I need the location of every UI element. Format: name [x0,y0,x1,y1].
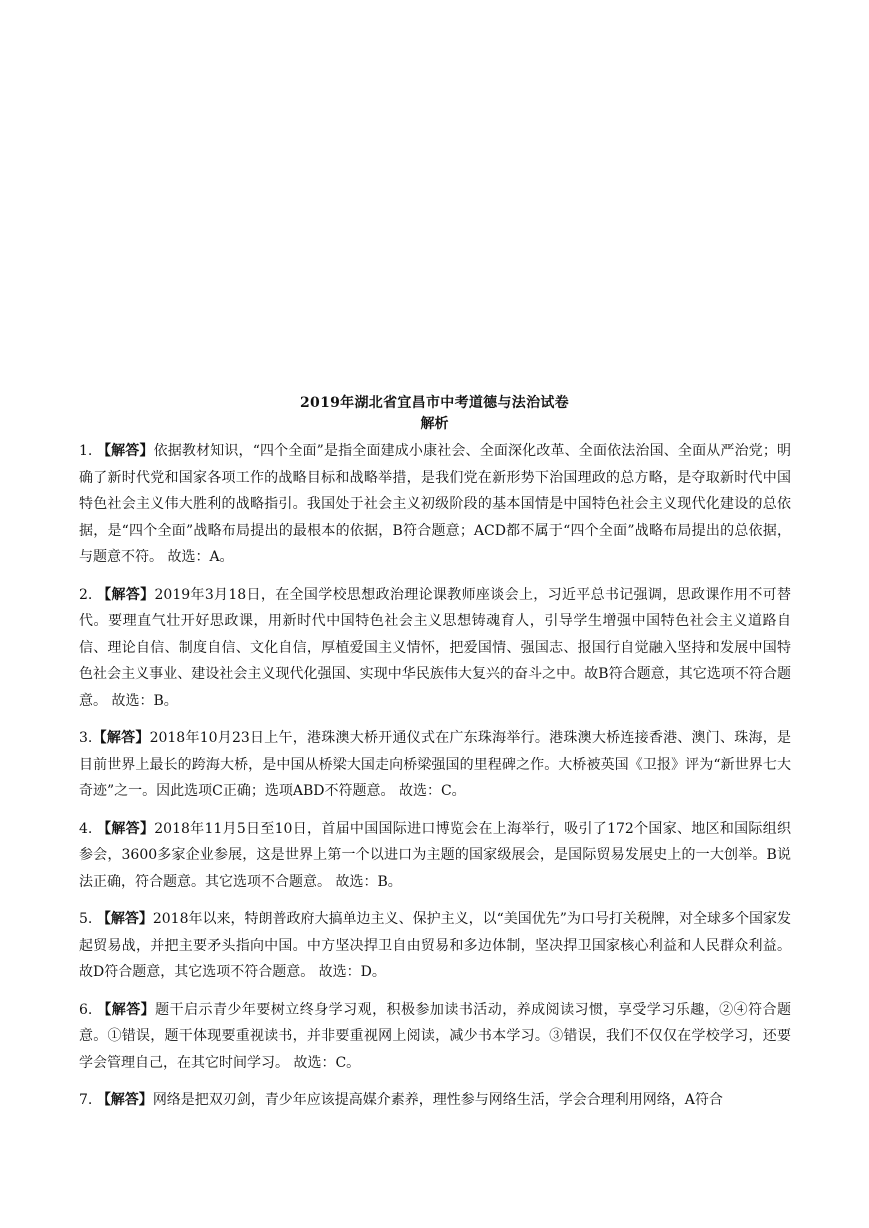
answer-text: 题干启示青少年要树立终身学习观，积极参加读书活动，养成阅读习惯，享受学习乐趣，②④符合题意。①错误，题干体现要重视读书，并非要重视网上阅读，减少书本学习。③错误，我们不仅仅在学校学习，还要学会管理自己，在其它时间学习。 故选：C。 [79,1001,792,1071]
answer-tag: 【解答】 [97,1001,156,1018]
answer-number: 6. [79,1001,93,1018]
answer-number: 7. [79,1092,93,1108]
answer-item-2 [79,582,791,715]
answer-number: 5. [79,911,93,927]
document-subtitle: 解析 [420,416,449,432]
answer-text: 2018年10月23日上午，港珠澳大桥开通仪式在广东珠海举行。港珠澳大桥连接香港、澳门、珠海，是目前世界上最长的跨海大桥，是中国从桥梁大国走向桥梁强国的里程碑之作。大桥被英国《卫报》评为“新世界七大奇迹”之一。因此选项C正确；选项ABD不符题意。 故选：C。 [79,730,791,799]
answer-tag: 【解答】 [97,586,155,603]
answer-tag: 【解答】 [92,730,150,746]
answer-text: 2019年3月18日，在全国学校思想政治理论课教师座谈会上，习近平总书记强调，思政课作用不可替代。要理直气壮开好思政课，用新时代中国特色社会主义思想铸魂育人，引导学生增强中国特色社会主义道路自信、理论自信、制度自信、文化自信，厚植爱国主义情怀，把爱国情、强国志、报国行自觉融入坚持和发展中国特色社会主义事业、建设社会主义现代化强国、实现中华民族伟大复兴的奋斗之中。故B符合题意，其它选项不符合题意。 故选：B。 [79,586,792,709]
answer-text: 2018年以来，特朗普政府大搞单边主义、保护主义，以“美国优先”为口号打关税牌，对全球多个国家发起贸易战，并把主要矛头指向中国。中方坚决捍卫自由贸易和多边体制，坚决捍卫国家核心利益和人民群众利益。故D符合题意，其它选项不符合题意。 故选：D。 [79,911,792,980]
answer-tag: 【解答】 [96,443,154,459]
answer-list [79,438,791,1125]
answer-tag: 【解答】 [96,911,153,927]
answer-number: 3. [79,730,93,746]
answer-tag: 【解答】 [96,1092,153,1108]
answer-item-1 [79,438,791,571]
answer-number: 1. [79,443,93,459]
answer-number: 2. [79,586,93,603]
answer-item-7 [79,1087,791,1114]
answer-item-5 [79,906,791,986]
answer-item-4 [79,816,791,896]
document-title: 2019年湖北省宜昌市中考道德与法治试卷 [300,395,569,411]
answer-item-6 [79,997,791,1077]
answer-text: 2018年11月5日至10日，首届中国国际进口博览会在上海举行，吸引了172个国家、地区和国际组织参会，3600多家企业参展，这是世界上第一个以进口为主题的国家级展会，是国际贸易发展史上的一大创举。B说法正确，符合题意。其它选项不合题意。 故选：B。 [79,820,792,890]
answer-text: 网络是把双刃剑，青少年应该提高媒介素养，理性参与网络生活，学会合理利用网络，A符合 [152,1092,723,1108]
answer-text: 依据教材知识，“四个全面”是指全面建成小康社会、全面深化改革、全面依法治国、全面从严治党；明确了新时代党和国家各项工作的战略目标和战略举措，是我们党在新形势下治国理政的总方略，是夺取新时代中国特色社会主义伟大胜利的战略指引。我国处于社会主义初级阶段的基本国情是中国特色社会主义现代化建设的总依据，是“四个全面”战略布局提出的最根本的依据，B符合题意；ACD都不属于“四个全面”战略布局提出的总依据，与题意不符。 故选：A。 [79,443,792,565]
answer-item-3 [79,725,791,805]
answer-tag: 【解答】 [97,820,155,837]
answer-number: 4. [79,820,93,837]
